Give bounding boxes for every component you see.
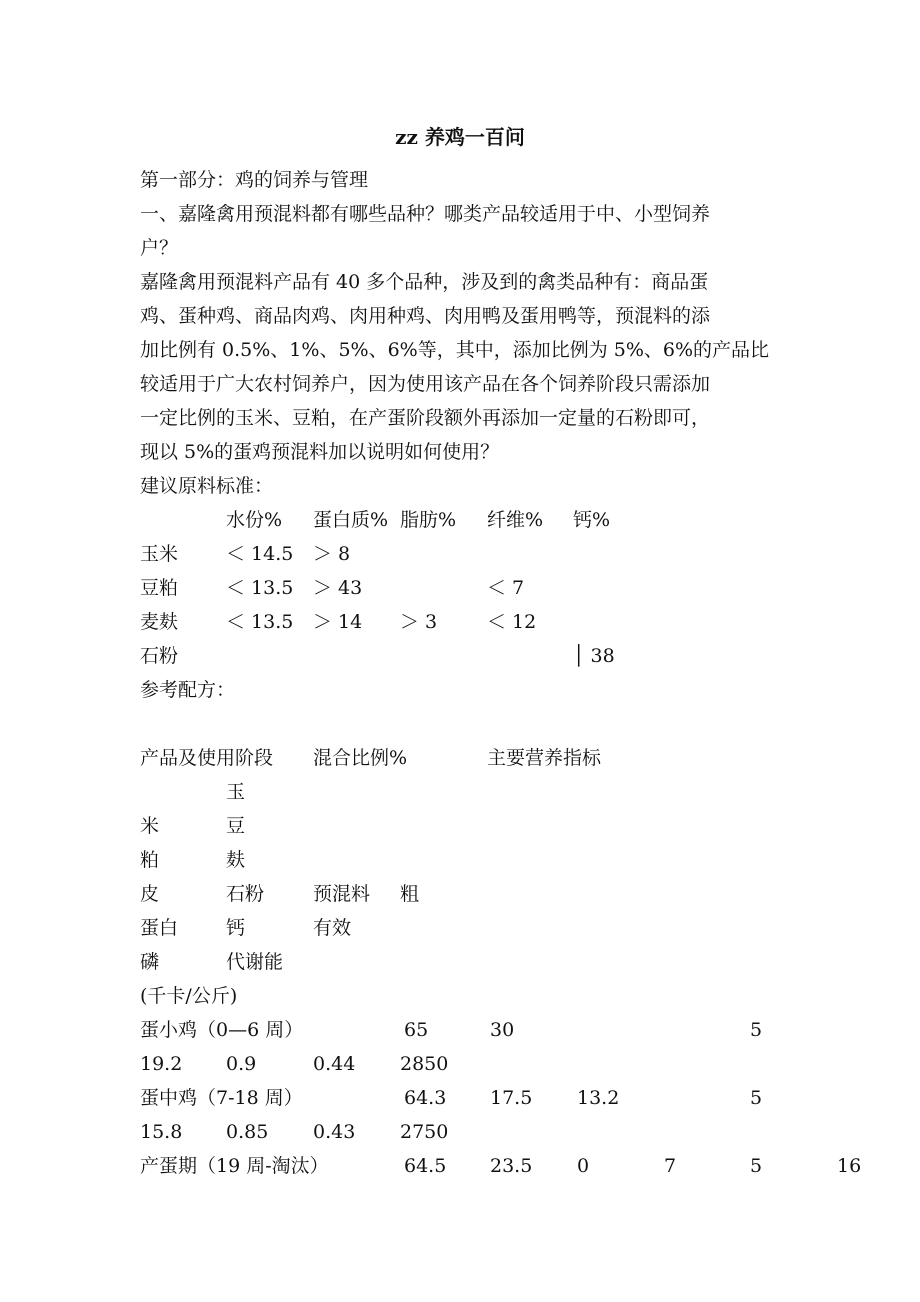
formula-header-stage: 产品及使用阶段: [140, 747, 274, 769]
formula-subheader: 玉: [226, 781, 246, 803]
standards-header-water: 水份%: [226, 509, 283, 531]
standards-cell: │ 38: [573, 645, 615, 667]
formula-cell: 0.9: [226, 1053, 257, 1075]
formula-subheader: 粕: [140, 849, 160, 871]
formula-stage: 蛋中鸡（7-18 周）: [140, 1087, 303, 1109]
formula-cell: 0.44: [313, 1053, 356, 1075]
question-line: 一、嘉隆禽用预混料都有哪些品种？哪类产品较适用于中、小型饲养: [140, 203, 711, 225]
standards-cell: ＜ 7: [487, 577, 525, 599]
formula-header-nutrition: 主要营养指标: [487, 747, 602, 769]
formula-cell: 5: [750, 1019, 763, 1041]
formula-cell: 23.5: [490, 1155, 533, 1177]
formula-cell: 19.2: [140, 1053, 183, 1075]
formula-stage: 产蛋期（19 周-淘汰）: [140, 1155, 329, 1177]
formula-stage: 蛋小鸡（0—6 周）: [140, 1019, 304, 1041]
answer-line: 加比例有 0.5%、1%、5%、6%等，其中，添加比例为 5%、6%的产品比: [140, 339, 770, 361]
standards-cell: ＜ 12: [487, 611, 537, 633]
standards-cell: ＞ 14: [313, 611, 363, 633]
standards-cell: ＜ 13.5: [226, 577, 294, 599]
standards-cell: ＞ 3: [400, 611, 438, 633]
question-line: 户？: [140, 237, 179, 259]
standards-header-fat: 脂肪%: [400, 509, 457, 531]
formula-subheader: 预混料: [313, 883, 371, 905]
formula-cell: 5: [750, 1087, 763, 1109]
formula-cell: 2850: [400, 1053, 449, 1075]
standards-cell: ＞ 8: [313, 543, 351, 565]
answer-line: 嘉隆禽用预混料产品有 40 多个品种，涉及到的禽类品种有：商品蛋: [140, 271, 709, 293]
formula-subheader: 皮: [140, 883, 160, 905]
formula-cell: 30: [490, 1019, 515, 1041]
formula-subheader: 蛋白: [140, 917, 179, 939]
standards-cell: ＜ 14.5: [226, 543, 294, 565]
part-heading: 第一部分：鸡的饲养与管理: [140, 169, 369, 191]
formula-cell: 65: [404, 1019, 429, 1041]
standards-row-name: 石粉: [140, 645, 179, 667]
formula-subheader: 代谢能: [226, 951, 284, 973]
standards-cell: ＜ 13.5: [226, 611, 294, 633]
standards-cell: ＞ 43: [313, 577, 363, 599]
answer-line: 现以 5%的蛋鸡预混料加以说明如何使用？: [140, 441, 500, 463]
formula-subheader: 石粉: [226, 883, 265, 905]
formula-subheader: 豆: [226, 815, 246, 837]
standards-row-name: 豆粕: [140, 577, 179, 599]
formula-subheader: (千卡/公斤): [140, 985, 238, 1007]
formula-subheader: 麸: [226, 849, 246, 871]
formula-cell: 15.8: [140, 1121, 183, 1143]
formula-cell: 5: [750, 1155, 763, 1177]
formula-cell: 17.5: [490, 1087, 533, 1109]
formula-subheader: 米: [140, 815, 160, 837]
answer-line: 较适用于广大农村饲养户，因为使用该产品在各个饲养阶段只需添加: [140, 373, 711, 395]
standards-header-protein: 蛋白质%: [313, 509, 389, 531]
formula-cell: 0: [577, 1155, 590, 1177]
formula-subheader: 钙: [226, 917, 246, 939]
formula-subheader: 有效: [313, 917, 352, 939]
document-title: zz 养鸡一百问: [395, 125, 525, 149]
standards-header-calcium: 钙%: [573, 509, 611, 531]
formula-cell: 13.2: [577, 1087, 620, 1109]
formula-header-ratio: 混合比例%: [313, 747, 408, 769]
answer-line: 一定比例的玉米、豆粕，在产蛋阶段额外再添加一定量的石粉即可，: [140, 407, 711, 429]
formula-cell: 7: [664, 1155, 677, 1177]
formula-cell: 64.3: [404, 1087, 447, 1109]
standards-header-fiber: 纤维%: [487, 509, 544, 531]
standards-heading: 建议原料标准：: [140, 475, 274, 497]
formula-cell: 0.43: [313, 1121, 356, 1143]
formula-subheader: 粗: [400, 883, 420, 905]
formula-cell: 64.5: [404, 1155, 447, 1177]
answer-line: 鸡、蛋种鸡、商品肉鸡、肉用种鸡、肉用鸭及蛋用鸭等，预混料的添: [140, 305, 711, 327]
formula-heading: 参考配方：: [140, 679, 236, 701]
formula-cell: 16: [837, 1155, 862, 1177]
formula-cell: 0.85: [226, 1121, 269, 1143]
standards-row-name: 玉米: [140, 543, 179, 565]
formula-subheader: 磷: [140, 951, 160, 973]
standards-row-name: 麦麸: [140, 611, 179, 633]
formula-cell: 2750: [400, 1121, 449, 1143]
